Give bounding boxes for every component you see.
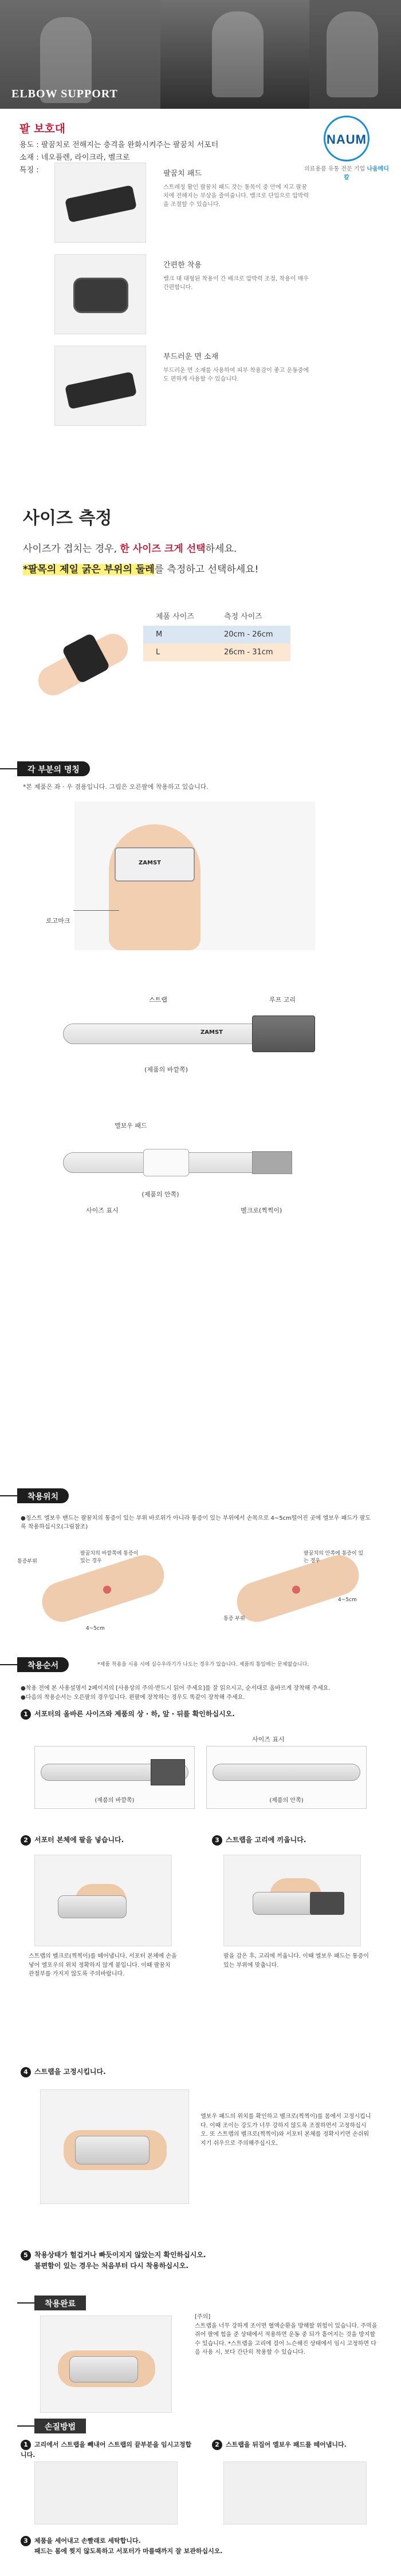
material-line: 소재 : 네오플렌, 라이크라, 벨크로 xyxy=(19,153,130,162)
strap-shape xyxy=(69,2356,138,2383)
size-cell: M xyxy=(143,626,211,643)
product-intro xyxy=(0,112,401,467)
step-2-photo xyxy=(34,1855,172,1946)
hero-banner xyxy=(0,0,401,109)
feature-image-fabric xyxy=(54,346,146,426)
size-mark-label: 사이즈 표시 xyxy=(252,1736,285,1743)
naum-logo-icon xyxy=(324,116,369,161)
step-3-photo xyxy=(223,1855,361,1946)
position-note: ●칭스트 엘보우 밴드는 팔꿈치의 통증이 있는 부위 바로위가 아니라 통증이 있는 부위에서 손목으로 4~5cm떨어진 곳에 엘보우 패드가 팔도록 착용하십시오(그림참조) xyxy=(21,1515,371,1530)
section-bar-parts: 각 부분의 명칭 xyxy=(17,761,90,776)
pain-case-label: 팔꿈치의 안쪽에 통증이 있는 경우 xyxy=(304,1551,364,1564)
size-instruction-text: 하세요. xyxy=(205,543,237,555)
step-number: 1 xyxy=(21,2440,31,2450)
position-figure-right xyxy=(212,1546,384,1643)
step-3-title: 스트랩을 고리에 끼웁니다. xyxy=(226,1836,306,1844)
inner-caption: (제품의 안쪽) xyxy=(141,1191,179,1198)
strap-logo: ZAMST xyxy=(200,1029,223,1036)
size-instruction-text: 를 측정하고 선택하세요! xyxy=(154,564,259,575)
feature-desc: 스트레칭 활인 팔꿈치 패드 갓는 통목이 중 안에 지고 팔꿈치에 전해지는 부상을 줄여줍니다. 밸크로 단입으로 압박력을 조절할 수 있습니다. xyxy=(163,184,309,208)
brand-tagline-prefix: 의료용품 유통 전문 기업 xyxy=(304,166,365,172)
strap-body xyxy=(63,1024,281,1044)
pain-area-label: 통증 부위 xyxy=(223,1616,245,1622)
step-5-text: 착용상태가 헐겁거나 빠듯이지지 않았는지 확인하십시오. xyxy=(34,2251,206,2259)
size-instruction-1 xyxy=(23,540,237,555)
band-on-arm xyxy=(115,847,195,882)
strap-outer-diagram xyxy=(63,1008,327,1059)
outer-caption: (제품의 바깥쪽) xyxy=(95,1797,135,1804)
size-section xyxy=(0,481,401,733)
pain-area-label: 통증부위 xyxy=(17,1559,37,1564)
steps-top-note: *제품 착용을 시용 시에 실수우라기가 나도는 경우가 있습니다. 제품의 통일에는 문제없습니다. xyxy=(97,1662,309,1668)
inner-caption: (제품의 안쪽) xyxy=(269,1797,304,1804)
elbow-band-image xyxy=(65,185,137,223)
steps-note-line: ●착용 전에 본 사용설명서 2페이지의 [사용상의 주의·반드시 읽어 주세요]를 잘 읽으시고, 순서대로 올바르게 장착해 주세요. xyxy=(21,1685,331,1692)
usage-line: 용도 : 팔꿈치로 전해지는 충격을 완화시켜주는 팔꿈치 서포터 xyxy=(19,141,219,149)
step-number: 4 xyxy=(21,2067,31,2077)
loop-ring xyxy=(151,1759,185,1785)
size-table-row xyxy=(143,626,290,643)
banner-photo-pitch xyxy=(160,0,309,109)
size-mark-label: 사이즈 표시 xyxy=(86,1207,119,1214)
size-table xyxy=(143,607,290,661)
step-5-line: 불편함이 있는 경우는 처음부터 다시 착용하십시오. xyxy=(34,2262,188,2270)
feature-item xyxy=(54,163,352,248)
feature-label: 특징 : xyxy=(19,166,39,175)
step-number: 3 xyxy=(212,1835,222,1846)
complete-note-body: 스트랩을 너무 강하게 조이면 혈액순환을 방해할 위험이 있습니다. 주먹을 쥐어 팔에 힘을 준 상태에서 적용하면 운동 중 되가 흩어지는 것을 방지할 수 있습니다. *스트랩을 고리에 걸어 느슨해진 상태에서 임시 고정하면 다음 사용 시, 보다 간단히 착용할 수 있습니다. xyxy=(195,2322,378,2356)
parts-photo xyxy=(74,801,315,950)
elbow-pad-label: 엘보우 패드 xyxy=(115,1122,147,1129)
section-bar-position: 착용위치 xyxy=(17,1488,69,1503)
care-3-text: 제품을 세어내고 손빨래로 세탁합니다. xyxy=(34,2537,141,2545)
step-number: 5 xyxy=(21,2250,31,2261)
velcro-label: 벨크로(찍찍이) xyxy=(241,1207,282,1214)
step-4-heading xyxy=(21,2067,106,2077)
loop-label: 루프 고리 xyxy=(269,996,296,1003)
step-2-title: 서포터 본체에 팔을 넣습니다. xyxy=(34,1836,124,1844)
step-1-text: 서포터의 올바른 사이즈와 제품의 상 · 하, 앞 · 뒤를 확인하십시오. xyxy=(34,1710,235,1718)
elbow-band-image xyxy=(73,278,128,313)
step-2-desc: 스트랩의 벨크로(찍찍이)를 떼어냅니다. 서포터 본체에 손을 넣어 엘포우의 위치 정확하지 않게 붙입니다. 이때 팔꿈치 관절부를 가지지 않도록 주의바랍니다. xyxy=(29,1953,177,1977)
care-3-line: 패드는 몸에 찢지 않도록하고 서포터가 마를때까지 잘 보관하십시오. xyxy=(34,2547,223,2555)
size-instruction-highlight: 의 둘레 xyxy=(123,564,155,575)
strap-shape xyxy=(58,1895,127,1918)
step-5-line xyxy=(21,2250,341,2261)
arm-measure-image xyxy=(34,598,132,696)
arm-shape xyxy=(109,824,200,950)
step-1-heading xyxy=(21,1709,235,1720)
step-3-heading xyxy=(212,1835,306,1846)
care-2-photo xyxy=(223,2462,367,2524)
size-heading: 사이즈 측정 xyxy=(23,508,112,528)
care-1 xyxy=(21,2440,192,2459)
feature-title: 부드러운 면 소재 xyxy=(163,353,219,361)
brand-tagline-name: 나움메디칼 xyxy=(344,166,389,181)
step-5 xyxy=(21,2250,341,2271)
banner-photo-catcher xyxy=(309,0,401,109)
section-bar-care: 손질방법 xyxy=(34,2419,86,2433)
position-figure-left xyxy=(17,1546,189,1643)
product-title: 팔 보호대 xyxy=(19,123,66,135)
size-instruction-highlight: *팔목의 제일 굵은 부위 xyxy=(23,564,123,575)
feature-image-pad xyxy=(54,163,146,243)
feature-item xyxy=(54,346,352,432)
step-1-outer-image xyxy=(34,1746,195,1809)
size-table-head: 측정 사이즈 xyxy=(223,613,262,621)
care-1-photo xyxy=(34,2462,178,2524)
banner-player-figure xyxy=(327,11,378,97)
steps-note-line: ●다음의 착용순서는 오른팔의 경우입니다. 왼팔에 장착하는 경우도 똑같이 장착해 주세요. xyxy=(21,1694,245,1701)
care-1-text: 고리에서 스트랩을 빼내어 스트랩의 끝부분을 임시고정합니다. xyxy=(21,2441,192,2459)
elbow-band-image xyxy=(65,372,137,409)
banner-player-figure xyxy=(212,11,264,97)
feature-title: 간편한 착용 xyxy=(163,261,202,270)
complete-photo xyxy=(40,2316,172,2413)
distance-label: 4~5cm xyxy=(86,1626,105,1631)
steps-notes xyxy=(21,1684,382,1702)
loop-ring xyxy=(310,1892,344,1915)
strap-body xyxy=(213,1764,360,1781)
size-cell: L xyxy=(143,643,211,661)
size-table-header xyxy=(143,607,290,626)
feature-title: 팔꿈치 패드 xyxy=(163,169,202,178)
logo-mark-label: 로고마크 xyxy=(46,917,70,924)
step-2-heading xyxy=(21,1835,124,1846)
step-4-title: 스트랩을 고정시킵니다. xyxy=(34,2068,106,2076)
care-3-line xyxy=(21,2536,376,2546)
feature-desc: 밸크 대 대형된 착용이 간 배크로 압박력 조절, 착용이 매우 간편합니다. xyxy=(163,276,309,291)
step-number: 3 xyxy=(21,2536,31,2546)
step-3-desc: 팔을 감은 후, 고리에 끼웁니다. 이때 엘보우 패드는 통증이 있는 부위에 맞춥니다. xyxy=(223,1953,369,1969)
care-2-text: 스트랩을 뒤집어 엘보우 패드를 떼어냅니다. xyxy=(226,2441,347,2448)
step-number: 2 xyxy=(212,2440,222,2450)
step-number: 1 xyxy=(21,1709,31,1720)
care-2 xyxy=(212,2440,384,2450)
complete-note-title: [주의] xyxy=(195,2314,211,2320)
velcro-patch xyxy=(252,1151,292,1174)
banner-text: ELBOW SUPPORT xyxy=(11,88,118,100)
feature-image-wear xyxy=(54,254,146,334)
pain-point-marker xyxy=(103,1586,111,1594)
size-instruction-2 xyxy=(23,561,258,575)
feature-item xyxy=(54,254,352,340)
step-1-inner-image xyxy=(206,1746,367,1809)
parts-note: *본 제품은 좌 · 우 겸용입니다. 그림은 오른팔에 착용하고 있습니다. xyxy=(23,783,209,791)
distance-label: 4~5cm xyxy=(338,1597,357,1603)
pain-case-label: 팔꿈치의 바깥쪽에 통증이 있는 경우 xyxy=(80,1551,139,1564)
outer-caption: (제품의 바깥쪽) xyxy=(144,1066,188,1073)
step-4-photo xyxy=(40,2089,189,2204)
size-table-head: 제품 사이즈 xyxy=(156,613,194,621)
callout-line xyxy=(73,910,119,911)
section-bar-complete: 착용완료 xyxy=(34,2296,86,2310)
band-logo-text: ZAMST xyxy=(139,860,161,866)
strap-inner-diagram xyxy=(63,1136,327,1188)
step-4-desc: 엘보우 패드의 위치를 확인하고 벨크로(찍찍이)를 몸에서 고정시킵니다. 이때 조이는 강도가 너무 강하지 않도록 조절하면서 고정하십시오. 또 스트랩의 벨크로(찍찍이)와 서포터 본체를 정확시키면 손쉬워지기 쉬우므로 주의해주십시오. xyxy=(200,2113,371,2147)
measure-cell: 20cm - 26cm xyxy=(211,626,290,643)
step-number: 2 xyxy=(21,1835,31,1846)
size-instruction-text: 사이즈가 겹치는 경우, xyxy=(23,543,120,555)
strap-label: 스트랩 xyxy=(149,996,167,1003)
complete-note xyxy=(195,2313,378,2357)
elbow-pad xyxy=(143,1149,189,1176)
measure-cell: 26cm - 31cm xyxy=(211,643,290,661)
size-instruction-emphasis: 한 사이즈 크게 선택 xyxy=(120,543,206,555)
logo-text: NAUM xyxy=(327,132,367,147)
feature-desc: 부드러운 면 소재를 사용하여 피부 착용감이 좋고 운동중에도 편하게 사용할 수 있습니다. xyxy=(163,368,309,382)
section-bar-steps: 착용순서 xyxy=(17,1657,69,1672)
care-3 xyxy=(21,2536,376,2555)
loop-ring xyxy=(252,1016,315,1052)
size-table-row xyxy=(143,643,290,661)
pain-point-marker xyxy=(292,1586,300,1594)
strap-shape xyxy=(75,2136,150,2164)
